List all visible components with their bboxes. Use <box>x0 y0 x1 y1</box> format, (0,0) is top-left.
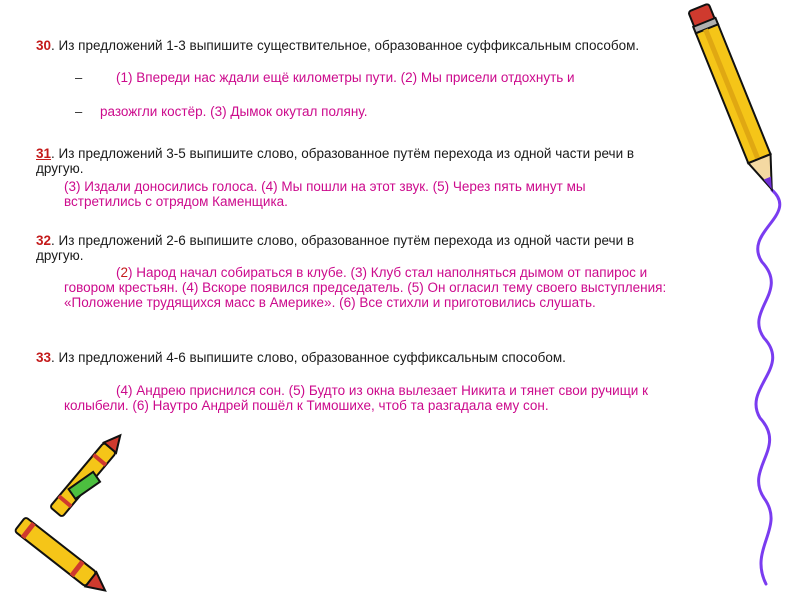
task-text: . Из предложений 1-3 выпишите существительное, образованное суффиксальным способом. <box>51 38 640 53</box>
bullet-marker: – <box>75 70 83 85</box>
example-text: ) Народ начал собираться в клубе. (3) Клуб стал наполняться дымом от папирос и говором крестьян. (4) Вскоре появился председатель. (5) Он огласил тему своего выступления: «Положение трудящихся масс в Америке». (6) Все стихли и приготовились слушать. <box>64 265 667 310</box>
task-text: . Из предложений 3-5 выпишите слово, образованное путём перехода из одной части речи в другую. <box>36 146 635 176</box>
squiggle-line-icon <box>756 190 780 584</box>
task-text: . Из предложений 4-6 выпишите слово, образованное суффиксальным способом. <box>51 350 566 365</box>
bullet-marker: – <box>75 104 83 119</box>
task-number: 30 <box>36 38 52 53</box>
task-number: 33 <box>36 350 52 365</box>
task-30-sentence-1: (1) Впереди нас ждали ещё километры пути. (2) Мы присели отдохнуть и <box>116 70 575 85</box>
task-30-sentence-2: разожгли костёр. (3) Дымок окутал поляну. <box>100 104 368 119</box>
example-lead-digit: 2 <box>120 265 129 280</box>
pencil-icon <box>687 3 783 194</box>
task-number: 31 <box>36 146 52 161</box>
crayons-icon <box>14 430 126 597</box>
task-31-example: (3) Издали доносились голоса. (4) Мы пошли на этот звук. (5) Через пять минут мы встретились с отрядом Каменщика. <box>64 179 586 209</box>
example-lead: ( <box>116 265 121 280</box>
task-number: 32 <box>36 233 52 248</box>
task-33-example: (4) Андрею приснился сон. (5) Будто из окна вылезает Никита и тянет свои ручищи к колыбели. (6) Наутро Андрей пошёл к Тимошихе, чтоб та разгадала ему сон. <box>64 383 649 413</box>
task-text: . Из предложений 2-6 выпишите слово, образованное путём перехода из одной части речи в другую. <box>36 233 635 263</box>
